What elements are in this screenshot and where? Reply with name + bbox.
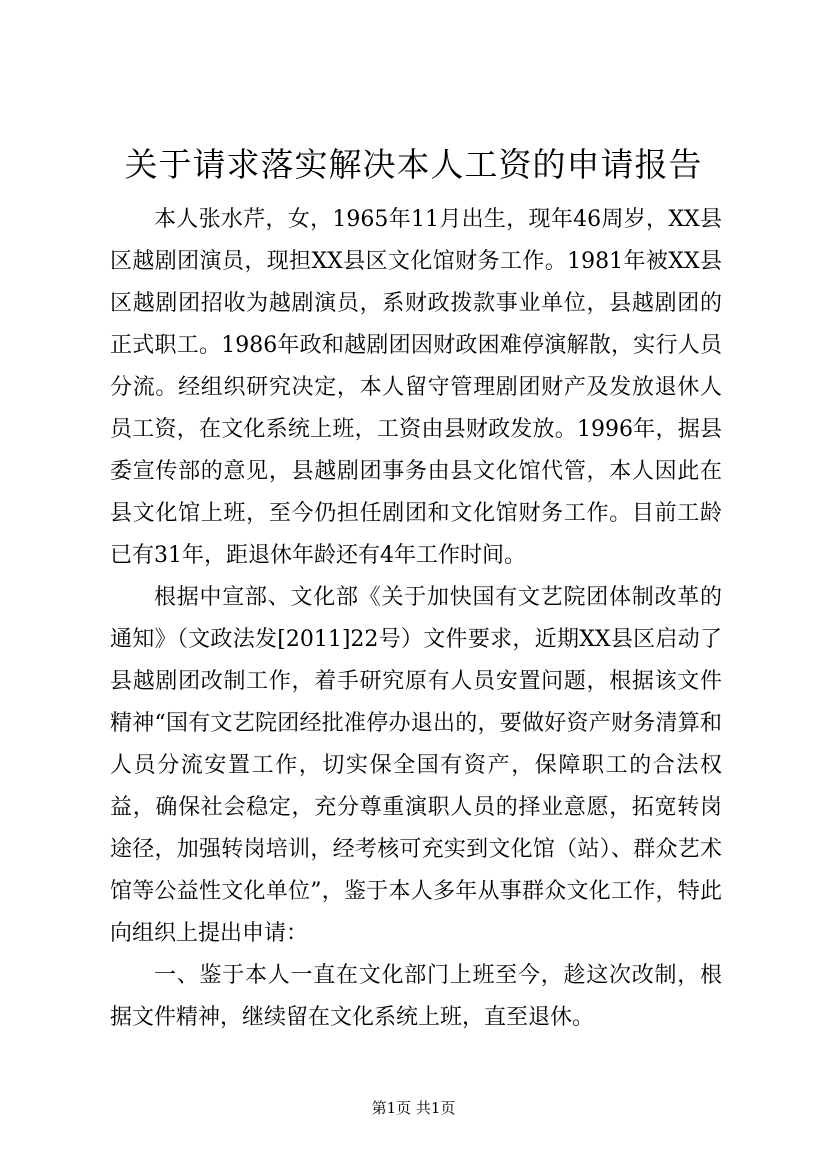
document-body (110, 199, 722, 1039)
paragraph-2: 根据中宣部、文化部《关于加快国有文艺院团体制改革的通知》（文政法发[2011]22号）文件要求，近期XX县区启动了县越剧团改制工作，着手研究原有人员安置问题，根据该文件精神“国有文艺院团经批准停办退出的，要做好资产财务清算和人员分流安置工作，切实保全国有资产，保障职工的合法权益，确保社会稳定，充分尊重演职人员的择业意愿，拓宽转岗途径，加强转岗培训，经考核可充实到文化馆（站）、群众艺术馆等公益性文化单位”，鉴于本人多年从事群众文化工作，特此向组织上提出申请： (110, 585, 722, 946)
document-title: 关于请求落实解决本人工资的申请报告 (124, 145, 703, 184)
paragraph-1: 本人张水芹，女，1965年11月出生，现年46周岁，XX县区越剧团演员，现担XX县区文化馆财务工作。1981年被XX县区越剧团招收为越剧演员，系财政拨款事业单位，县越剧团的正式职工。1986年政和越剧团因财政困难停演解散，实行人员分流。经组织研究决定，本人留守管理剧团财产及发放退休人员工资，在文化系统上班，工资由县财政发放。1996年，据县委宣传部的意见，县越剧团事务由县文化馆代管，本人因此在县文化馆上班，至今仍担任剧团和文化馆财务工作。目前工龄已有31年，距退休年龄还有4年工作时间。 (110, 207, 722, 568)
page-number-footer: 第1页 共1页 (371, 1099, 456, 1117)
paragraph-3: 一、鉴于本人一直在文化部门上班至今，趁这次改制，根据文件精神，继续留在文化系统上班，直至退休。 (110, 963, 722, 1030)
